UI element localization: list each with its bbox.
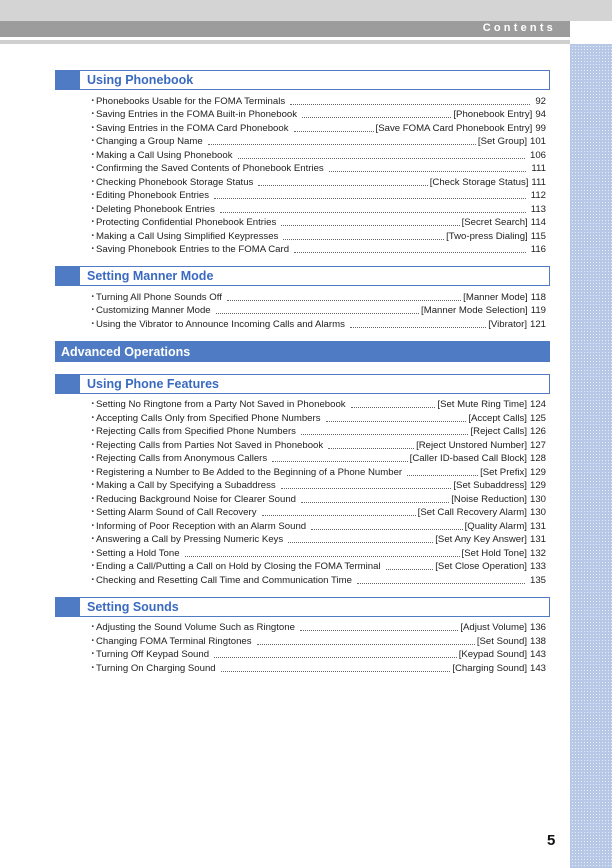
entry-title: Setting No Ringtone from a Party Not Saved in Phonebook: [96, 399, 346, 410]
entry-title: Customizing Manner Mode: [96, 305, 211, 316]
bullet-marker: ・: [88, 399, 98, 410]
dot-leader: [301, 501, 449, 503]
entry-page-number: 111: [531, 163, 546, 174]
toc-entry[interactable]: [55, 634, 550, 648]
entry-page-number: 143: [529, 649, 546, 660]
entry-page-number: 131: [529, 534, 546, 545]
section-heading[interactable]: Setting Sounds: [87, 599, 179, 614]
toc-entry[interactable]: [55, 121, 550, 135]
entry-function-name: [Quality Alarm]: [464, 520, 527, 532]
entry-page-number: 99: [535, 122, 546, 134]
bullet-marker: ・: [88, 466, 98, 478]
entry-page-number: 124: [529, 399, 546, 410]
dot-leader: [283, 238, 444, 240]
dot-leader: [258, 184, 427, 186]
bullet-marker: ・: [88, 574, 98, 586]
entry-list: [55, 621, 550, 675]
entry-title: Making a Call by Specifying a Subaddress: [96, 480, 276, 491]
entry-page-number: 132: [529, 547, 546, 559]
entry-list: [55, 94, 550, 256]
entry-function-name: [Reject Unstored Number]: [416, 439, 527, 451]
entry-function-name: [Set Any Key Answer]: [435, 534, 527, 545]
entry-title: Turning Off Keypad Sound: [96, 649, 210, 660]
entry-function-name: [Caller ID-based Call Block]: [409, 453, 527, 464]
section-header: [55, 597, 550, 617]
toc-entry[interactable]: [55, 162, 550, 176]
entry-function-name: [Set Close Operation]: [435, 561, 527, 572]
entry-page-number: 125: [529, 412, 546, 424]
entry-page-number: 119: [530, 305, 546, 316]
bullet-marker: ・: [88, 412, 98, 424]
entry-page-number: 133: [529, 561, 546, 572]
toc-entry[interactable]: [55, 189, 550, 203]
dot-leader: [208, 143, 476, 145]
bullet-marker: ・: [88, 649, 98, 660]
entry-title: Using the Vibrator to Announce Incoming Calls and Alarms: [96, 318, 345, 330]
entry-title: Ending a Call/Putting a Call on Hold by Closing the FOMA Terminal: [96, 561, 381, 572]
entry-page-number: 106: [529, 149, 546, 161]
section-heading[interactable]: Setting Manner Mode: [87, 269, 214, 283]
bullet-marker: ・: [88, 305, 98, 316]
entry-function-name: [Adjust Volume]: [460, 622, 527, 633]
bullet-marker: ・: [88, 203, 98, 215]
section-manner: [55, 266, 550, 331]
dot-leader: [302, 116, 451, 118]
section-marker: [56, 375, 80, 393]
bullet-marker: ・: [88, 217, 98, 228]
dot-leader: [272, 460, 408, 462]
dot-leader: [357, 582, 525, 584]
entry-title: Rejecting Calls from Specified Phone Numbers: [96, 426, 296, 437]
bullet-marker: ・: [88, 291, 98, 303]
entry-title: Reducing Background Noise for Clearer Sound: [96, 493, 296, 505]
section-header: [55, 266, 550, 286]
entry-function-name: [Manner Mode]: [463, 291, 528, 303]
toc-entry[interactable]: [55, 546, 550, 560]
bullet-marker: ・: [88, 635, 98, 647]
entry-function-name: [Set Hold Tone]: [461, 547, 527, 559]
dot-leader: [281, 224, 459, 226]
dot-leader: [386, 568, 434, 570]
entry-page-number: 92: [535, 95, 546, 107]
bullet-marker: ・: [88, 534, 98, 545]
entry-function-name: [Set Subaddress]: [453, 480, 527, 491]
bullet-marker: ・: [88, 520, 98, 532]
section-phonebook: [55, 70, 550, 256]
toc-entry[interactable]: [55, 243, 550, 257]
entry-page-number: 101: [529, 136, 546, 147]
bullet-marker: ・: [88, 453, 98, 464]
page-title: Contents: [482, 22, 556, 34]
toc-entry[interactable]: [55, 398, 550, 412]
dot-leader: [407, 474, 478, 476]
entry-page-number: 116: [530, 244, 546, 255]
entry-page-number: 129: [529, 480, 546, 491]
entry-page-number: 94: [535, 109, 546, 120]
dot-leader: [221, 670, 451, 672]
bullet-marker: ・: [88, 507, 98, 518]
toc-entry[interactable]: [55, 425, 550, 439]
dot-leader: [257, 643, 475, 645]
dot-leader: [301, 433, 469, 435]
entry-title: Turning All Phone Sounds Off: [96, 291, 222, 303]
entry-function-name: [Save FOMA Card Phonebook Entry]: [375, 122, 533, 134]
toc-entry[interactable]: [55, 438, 550, 452]
bullet-marker: ・: [88, 176, 98, 188]
bullet-marker: ・: [88, 230, 98, 242]
dot-leader: [220, 211, 526, 213]
toc-entry[interactable]: [55, 108, 550, 122]
entry-title: Saving Entries in the FOMA Built-in Phonebook: [96, 109, 298, 120]
bullet-marker: ・: [88, 622, 98, 633]
bullet-marker: ・: [88, 662, 98, 674]
toc-entry[interactable]: [55, 452, 550, 466]
entry-page-number: 131: [529, 520, 546, 532]
entry-page-number: 126: [529, 426, 546, 437]
toc-entry[interactable]: [55, 229, 550, 243]
top-bar: [0, 0, 612, 21]
dot-leader: [300, 629, 458, 631]
major-heading[interactable]: Advanced Operations: [55, 341, 550, 362]
toc-entry[interactable]: [55, 560, 550, 574]
entry-title: Checking and Resetting Call Time and Communication Time: [96, 574, 352, 586]
bullet-marker: ・: [88, 95, 98, 107]
entry-title: Protecting Confidential Phonebook Entries: [96, 217, 277, 228]
bullet-marker: ・: [88, 318, 98, 330]
entry-page-number: 143: [529, 662, 546, 674]
entry-title: Setting Alarm Sound of Call Recovery: [96, 507, 257, 518]
entry-page-number: 112: [530, 190, 546, 201]
toc-entry[interactable]: [55, 216, 550, 230]
entry-title: Confirming the Saved Contents of Phonebook Entries: [96, 163, 324, 174]
contents-header-strip: [0, 21, 570, 37]
entry-title: Editing Phonebook Entries: [96, 190, 210, 201]
dot-leader: [216, 312, 419, 314]
entry-function-name: [Set Call Recovery Alarm]: [417, 507, 527, 518]
dot-leader: [329, 170, 527, 172]
entry-list: [55, 290, 550, 331]
entry-list: [55, 398, 550, 587]
section-header: [55, 70, 550, 90]
toc-entry[interactable]: [55, 94, 550, 108]
entry-function-name: [Keypad Sound]: [458, 649, 527, 660]
dot-leader: [290, 103, 530, 105]
entry-function-name: [Two-press Dialing]: [446, 230, 528, 242]
dot-leader: [238, 157, 525, 159]
entry-page-number: 114: [530, 217, 546, 228]
entry-page-number: 115: [530, 230, 546, 242]
toc-entry[interactable]: [55, 492, 550, 506]
dot-leader: [185, 555, 460, 557]
entry-title: Turning On Charging Sound: [96, 662, 216, 674]
entry-title: Informing of Poor Reception with an Alarm Sound: [96, 520, 307, 532]
dot-leader: [326, 420, 467, 422]
entry-title: Checking Phonebook Storage Status: [96, 176, 254, 188]
toc-entry[interactable]: [55, 411, 550, 425]
toc-entry[interactable]: [55, 519, 550, 533]
bullet-marker: ・: [88, 122, 98, 134]
entry-function-name: [Accept Calls]: [468, 412, 527, 424]
entry-title: Saving Phonebook Entries to the FOMA Card: [96, 244, 290, 255]
page-number: 5: [547, 832, 556, 849]
toc-entry[interactable]: [55, 304, 550, 318]
table-of-contents: [55, 70, 550, 685]
dot-leader: [311, 528, 462, 530]
entry-page-number: 111: [531, 176, 546, 188]
entry-page-number: 127: [529, 439, 546, 451]
entry-function-name: [Manner Mode Selection]: [421, 305, 528, 316]
entry-title: Saving Entries in the FOMA Card Phonebook: [96, 122, 289, 134]
toc-entry[interactable]: [55, 148, 550, 162]
bullet-marker: ・: [88, 136, 98, 147]
bullet-marker: ・: [88, 493, 98, 505]
entry-function-name: [Vibrator]: [488, 318, 527, 330]
toc-entry[interactable]: [55, 465, 550, 479]
entry-title: Deleting Phonebook Entries: [96, 203, 215, 215]
bullet-marker: ・: [88, 561, 98, 572]
toc-entry[interactable]: [55, 479, 550, 493]
entry-function-name: [Secret Search]: [461, 217, 528, 228]
entry-function-name: [Set Mute Ring Time]: [437, 399, 527, 410]
entry-page-number: 135: [529, 574, 546, 586]
entry-function-name: [Check Storage Status]: [429, 176, 529, 188]
toc-entry[interactable]: [55, 506, 550, 520]
bullet-marker: ・: [88, 163, 98, 174]
entry-title: Accepting Calls Only from Specified Phone Numbers: [96, 412, 321, 424]
toc-entry[interactable]: [55, 290, 550, 304]
entry-page-number: 130: [529, 507, 546, 518]
toc-entry[interactable]: [55, 175, 550, 189]
dot-leader: [351, 406, 436, 408]
entry-title: Registering a Number to Be Added to the Beginning of a Phone Number: [96, 466, 403, 478]
entry-title: Adjusting the Sound Volume Such as Ringtone: [96, 622, 295, 633]
bullet-marker: ・: [88, 109, 98, 120]
entry-page-number: 128: [529, 453, 546, 464]
dot-leader: [214, 197, 526, 199]
section-features: [55, 374, 550, 587]
entry-title: Changing FOMA Terminal Ringtones: [96, 635, 252, 647]
entry-page-number: 121: [529, 318, 546, 330]
section-sounds: [55, 597, 550, 675]
section-marker: [56, 267, 80, 285]
bullet-marker: ・: [88, 547, 98, 559]
side-pattern-decoration: [570, 44, 612, 868]
entry-page-number: 118: [530, 291, 546, 303]
entry-title: Rejecting Calls from Parties Not Saved in Phonebook: [96, 439, 324, 451]
section-marker: [56, 598, 80, 616]
entry-page-number: 129: [529, 466, 546, 478]
entry-title: Answering a Call by Pressing Numeric Keys: [96, 534, 284, 545]
dot-leader: [294, 130, 374, 132]
entry-title: Changing a Group Name: [96, 136, 203, 147]
section-marker: [56, 71, 80, 89]
entry-title: Making a Call Using Simplified Keypresses: [96, 230, 279, 242]
entry-function-name: [Set Sound]: [476, 635, 527, 647]
header-divider: [0, 40, 570, 44]
entry-page-number: 136: [529, 622, 546, 633]
bullet-marker: ・: [88, 439, 98, 451]
toc-entry[interactable]: [55, 621, 550, 635]
entry-function-name: [Reject Calls]: [470, 426, 527, 437]
section-heading[interactable]: Using Phonebook: [87, 73, 194, 87]
dot-leader: [262, 514, 416, 516]
entry-function-name: [Noise Reduction]: [451, 493, 527, 505]
entry-function-name: [Set Prefix]: [480, 466, 527, 478]
entry-page-number: 138: [529, 635, 546, 647]
entry-title: Setting a Hold Tone: [96, 547, 180, 559]
bullet-marker: ・: [88, 190, 98, 201]
dot-leader: [294, 251, 526, 253]
dot-leader: [288, 541, 433, 543]
bullet-marker: ・: [88, 426, 98, 437]
entry-page-number: 130: [529, 493, 546, 505]
entry-function-name: [Charging Sound]: [452, 662, 527, 674]
entry-function-name: [Phonebook Entry]: [453, 109, 533, 120]
toc-entry[interactable]: [55, 317, 550, 331]
toc-entry[interactable]: [55, 202, 550, 216]
dot-leader: [227, 299, 461, 301]
toc-entry[interactable]: [55, 661, 550, 675]
entry-function-name: [Set Group]: [477, 136, 527, 147]
section-heading[interactable]: Using Phone Features: [87, 376, 219, 391]
dot-leader: [350, 326, 486, 328]
dot-leader: [214, 656, 457, 658]
entry-title: Phonebooks Usable for the FOMA Terminals: [96, 95, 286, 107]
section-header: [55, 374, 550, 394]
entry-page-number: 113: [530, 203, 546, 215]
bullet-marker: ・: [88, 244, 98, 255]
toc-entry[interactable]: [55, 573, 550, 587]
toc-entry[interactable]: [55, 135, 550, 149]
entry-title: Making a Call Using Phonebook: [96, 149, 233, 161]
bullet-marker: ・: [88, 149, 98, 161]
entry-title: Rejecting Calls from Anonymous Callers: [96, 453, 268, 464]
dot-leader: [281, 487, 452, 489]
toc-entry[interactable]: [55, 533, 550, 547]
dot-leader: [328, 447, 414, 449]
toc-entry[interactable]: [55, 648, 550, 662]
bullet-marker: ・: [88, 480, 98, 491]
